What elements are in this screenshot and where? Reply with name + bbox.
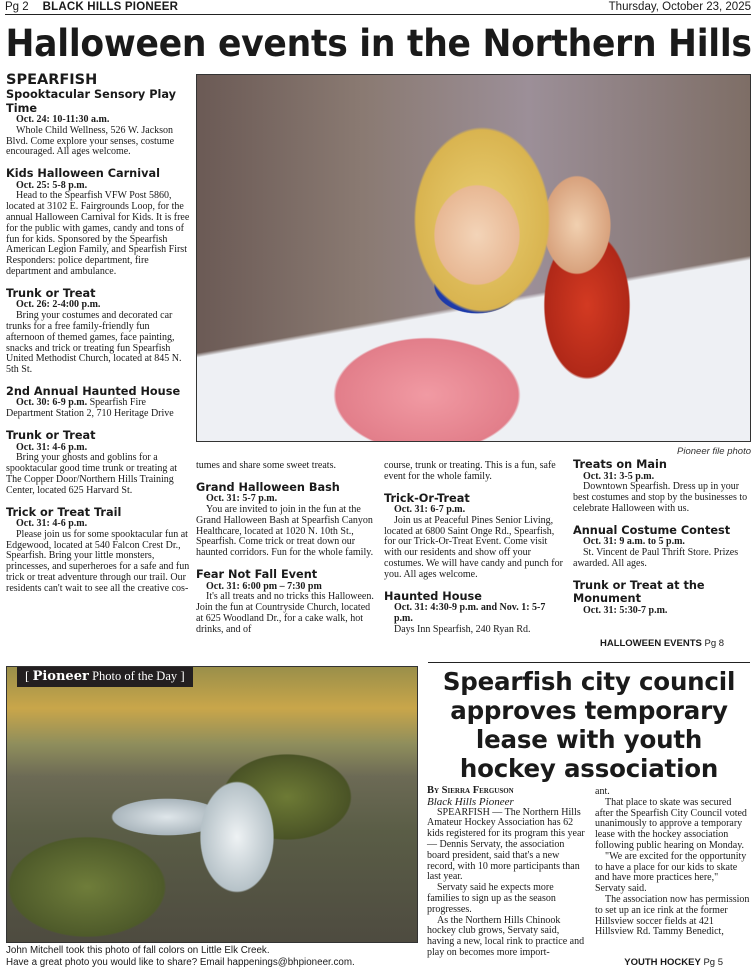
event-description: Please join us for some spooktacular fun at Edgewood, located at 540 Falcon Crest Dr., Spearfish. Bring your little monsters, princesses, and superheroes for a safe and fun trick or treat adventure through our trail. Our residents can't wait to see all the creative cos- [6, 528, 190, 594]
event-description: Days Inn Spearfish, 240 Ryan Rd. [394, 623, 531, 635]
page-number: Pg 2 [5, 1, 29, 13]
event-date: Oct. 31: 6:00 pm – 7:30 pm [206, 580, 322, 592]
event-title: Spooktacular Sensory Play Time [6, 88, 177, 115]
event-description: It's all treats and no tricks this Halloween. Join the fun at Countryside Church, located at 625 Woodland Dr., for a cake walk, hot drinks, and of [196, 591, 374, 635]
photo-credit: Pioneer file photo [677, 446, 751, 457]
event-date: Oct. 31: 9 a.m. to 5 p.m. [583, 536, 685, 548]
event-listing [6, 167, 190, 278]
event-title: Trunk or Treat at the Monument [573, 578, 705, 606]
event-description: Downtown Spearfish. Dress up in your best costumes and stop by the businesses to celebrate Halloween with us. [573, 481, 748, 514]
paragraph: SPEARFISH — The Northern Hills Amateur Hockey Association has 62 kids registered for its program this year — Dennis Servaty, the association board president, said that's a new record, with 10 more participants than last year. [427, 806, 585, 883]
paragraph: Servaty said he expects more families to sign up as the season progresses. [427, 882, 556, 915]
events-column-3 [384, 461, 566, 636]
event-description: Spearfish Fire Department Station 2, 710 Heritage Drive [6, 397, 174, 420]
event-title: Haunted House [384, 589, 482, 603]
jump-page: Pg 5 [703, 957, 723, 968]
jump-youth-hockey[interactable] [595, 957, 751, 968]
banner-brand: Pioneer [32, 669, 89, 684]
paragraph: ant. [595, 786, 610, 797]
event-title: Trunk or Treat [6, 286, 96, 300]
event-date: Oct. 31: 4-6 p.m. [16, 441, 88, 453]
event-date: Oct. 31: 5-7 p.m. [206, 493, 278, 505]
event-title: Kids Halloween Carnival [6, 167, 160, 181]
jump-page: Pg 8 [704, 638, 725, 649]
story-headline: Spearfish city council approves temporary lease with youth hockey association [442, 667, 736, 783]
divider [428, 662, 750, 663]
section-heading: SPEARFISH [6, 72, 98, 88]
event-description: You are invited to join in the fun at the Grand Halloween Bash at Spearfish Canyon Healthcare, located at 1020 N. 10th St., Spearfish. Come trick or treat down our haunted corridors. Fun for the whole family. [196, 504, 374, 559]
event-title: Trick or Treat Trail [6, 505, 122, 519]
masthead-bar [5, 0, 751, 15]
jump-halloween-events[interactable] [573, 638, 751, 649]
event-date: Oct. 31: 4:30-9 p.m. and Nov. 1: 5-7 p.m. [394, 602, 546, 624]
event-date: Oct. 31: 3-5 p.m. [583, 470, 655, 482]
event-listing [196, 481, 376, 559]
continued-text: course, trunk or treating. This is a fun, safe event for the whole family. [384, 460, 556, 482]
events-column-1 [6, 72, 190, 595]
event-title: Treats on Main [573, 458, 667, 471]
event-listing [384, 590, 566, 636]
story-column-2 [595, 787, 751, 938]
paragraph: The association now has permission to set up an ice rink at the former Hillsview soccer fields at 421 Hillsview Rd. Tammy Benedict, [595, 893, 750, 938]
event-description: Bring your ghosts and goblins for a spooktacular good time trunk or treating at The Copper Door/Northern Hills Training Center, located 625 Harvard St. [6, 452, 178, 496]
story-column-1 [427, 786, 587, 959]
event-title: Trunk or Treat [6, 429, 96, 443]
event-date: Oct. 31: 6-7 p.m. [394, 504, 466, 516]
photo-of-day-banner: [ Pioneer Photo of the Day ] [17, 666, 193, 687]
event-title: Annual Costume Contest [573, 523, 731, 537]
paragraph: As the Northern Hills Chinook hockey club grows, Servaty said, having a new, local rink to practice and play on becomes more import- [427, 914, 585, 958]
page-headline: Halloween events in the Northern Hills [5, 21, 752, 65]
event-date: Oct. 30: 6-9 p.m. [16, 397, 88, 409]
event-title: Trick-Or-Treat [384, 491, 470, 505]
event-listing [6, 506, 190, 595]
event-listing [6, 385, 190, 420]
event-listing [573, 458, 751, 515]
event-listing [6, 88, 190, 158]
event-listing [196, 568, 376, 635]
issue-date: Thursday, October 23, 2025 [608, 1, 751, 13]
paragraph: That place to skate was secured after the Spearfish City Council voted unanimously to approve a temporary lease with the hockey association following public hearing on Monday. [595, 796, 747, 851]
event-description: Join us at Peaceful Pines Senior Living, located at 6800 Saint Onge Rd., Spearfish, for our Trick-Or-Treat Event. Come visit with our residents and show off your costumes. We will have candy and punch for you. All ages welcome. [384, 514, 563, 580]
event-date: Oct. 26: 2-4:00 p.m. [16, 299, 101, 311]
event-date: Oct. 31: 5:30-7 p.m. [583, 604, 668, 616]
event-listing [6, 429, 190, 496]
event-details [6, 398, 190, 420]
event-date: Oct. 25: 5-8 p.m. [16, 179, 88, 191]
event-listing [573, 579, 751, 617]
jump-label: HALLOWEEN EVENTS [599, 638, 702, 649]
byline: By Sierra Ferguson [427, 785, 514, 796]
jump-label: YOUTH HOCKEY [624, 957, 701, 968]
event-date: Oct. 24: 10-11:30 a.m. [16, 114, 110, 125]
continued-text: tumes and share some sweet treats. [196, 460, 336, 471]
events-column-2 [196, 461, 376, 636]
event-listing [384, 492, 566, 581]
event-listing [573, 524, 751, 570]
caption-line: Have a great photo you would like to share? Email happenings@bhpioneer.com. [6, 957, 355, 968]
photo-of-the-day [6, 666, 418, 943]
event-title: Fear Not Fall Event [196, 568, 318, 582]
event-date: Oct. 31: 4-6 p.m. [16, 518, 88, 530]
paragraph: "We are excited for the opportunity to have a place for our kids to skate and have more practices here," Servaty said. [595, 850, 747, 895]
halloween-photo [196, 74, 751, 442]
event-description: Head to the Spearfish VFW Post 5860, located at 3102 E. Fairgrounds Loop, for the annual Halloween Carnival for Kids. It is free for the public with games, candy and tons of fun for kids. Sponsored by the Spearfish American Legion Family, and Spearfish First Responders: police department, fire department and ambulance. [6, 190, 190, 278]
caption-line: John Mitchell took this photo of fall colors on Little Elk Creek. [6, 945, 270, 956]
event-title: 2nd Annual Haunted House [6, 384, 181, 398]
affiliation: Black Hills Pioneer [427, 795, 514, 808]
headline-container [5, 18, 751, 68]
event-listing [6, 287, 190, 376]
banner-title: Photo of the Day [92, 669, 178, 683]
event-description: Whole Child Wellness, 526 W. Jackson Blvd. Come explore your senses, costume encouraged. All ages welcome. [6, 124, 175, 158]
photo-of-day-caption [6, 945, 355, 969]
events-column-4 [573, 458, 751, 616]
event-description: Bring your costumes and decorated car trunks for a free family-friendly fun afternoon of themed games, face painting, snacks and trick or treating fun Spearfish United Methodist Church, located at 845 N. 5th St. [6, 310, 182, 376]
event-description: St. Vincent de Paul Thrift Store. Prizes awarded. All ages. [573, 546, 739, 569]
paper-name: BLACK HILLS PIONEER [42, 1, 179, 13]
event-title: Grand Halloween Bash [196, 480, 340, 494]
